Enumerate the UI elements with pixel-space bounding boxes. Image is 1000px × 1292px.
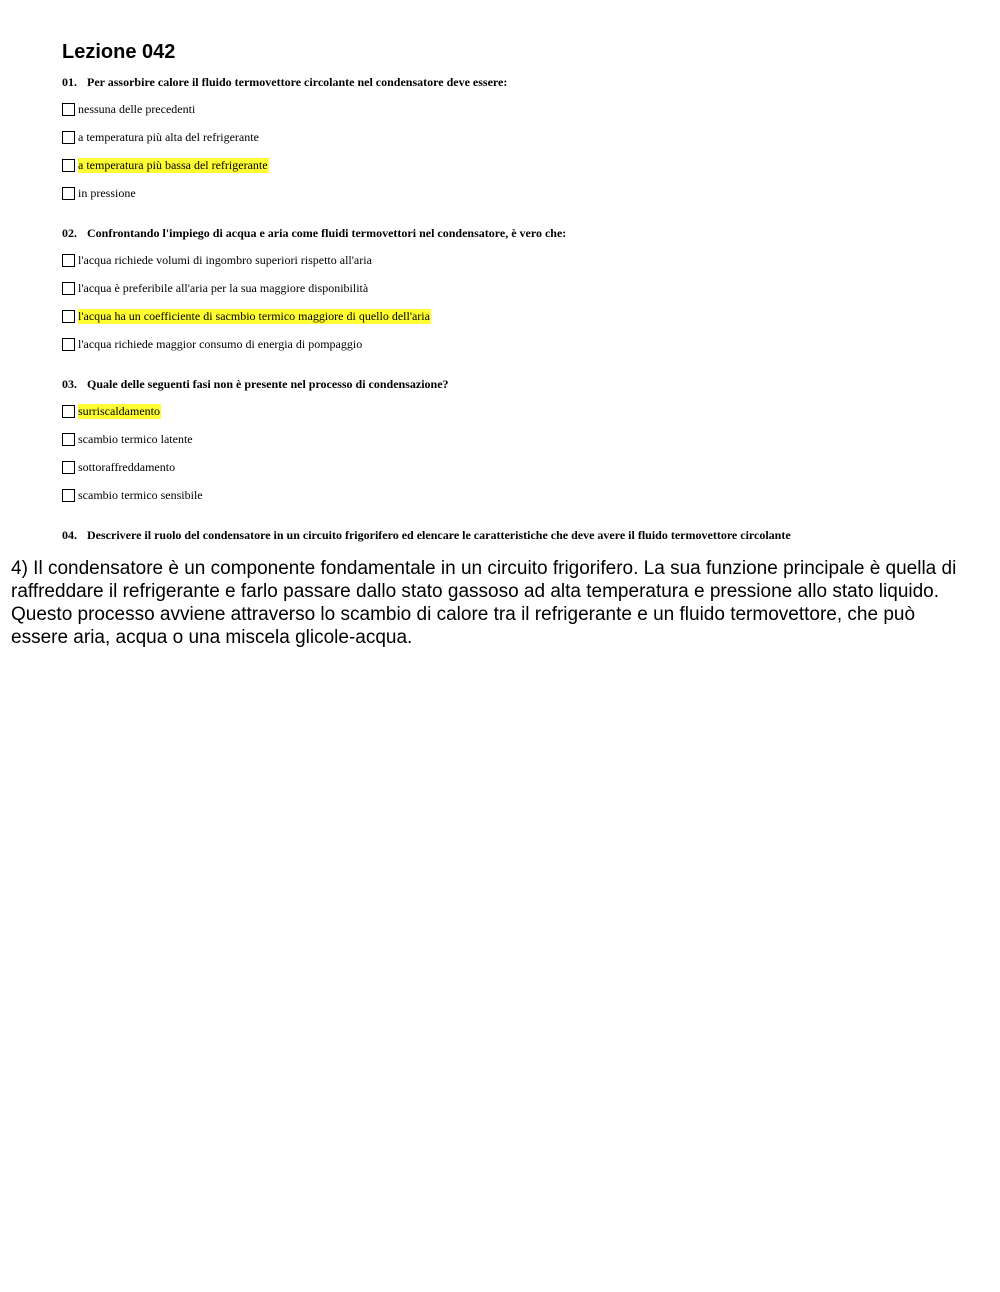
checkbox[interactable] [62,131,75,144]
options-list [62,100,962,202]
option[interactable] [62,100,962,118]
question-number: 03. [62,377,77,391]
option-label: scambio termico latente [78,431,193,446]
question-text: Descrivere il ruolo del condensatore in un circuito frigorifero ed elencare le caratteristiche che deve avere il fluido termovettore circolante [87,528,791,542]
option-label-correct: a temperatura più bassa del refrigerante [78,157,268,172]
question-01 [62,74,962,212]
checkbox[interactable] [62,489,75,502]
checkbox[interactable] [62,159,75,172]
option-label-correct: surriscaldamento [78,403,160,418]
checkbox[interactable] [62,405,75,418]
option-label: l'acqua è preferibile all'aria per la sua maggiore disponibilità [78,280,369,295]
option[interactable] [62,128,962,146]
option[interactable] [62,486,962,504]
question-number: 04. [62,528,77,542]
checkbox[interactable] [62,103,75,116]
question-number: 01. [62,75,77,89]
option[interactable] [62,279,962,297]
option-label: l'acqua richiede maggior consumo di energia di pompaggio [78,336,363,351]
option[interactable] [62,402,962,420]
question-title [62,376,962,392]
checkbox[interactable] [62,338,75,351]
question-title [62,74,962,90]
checkbox[interactable] [62,461,75,474]
option-label: in pressione [78,185,136,200]
question-number: 02. [62,226,77,240]
question-title [62,527,962,543]
option-label: scambio termico sensibile [78,487,203,502]
question-02 [62,225,962,363]
question-04 [62,527,962,543]
options-list [62,251,962,353]
question-03 [62,376,962,514]
option[interactable] [62,430,962,448]
question-text: Quale delle seguenti fasi non è presente nel processo di condensazione? [87,377,449,391]
option-label: nessuna delle precedenti [78,101,196,116]
question-text: Per assorbire calore il fluido termovettore circolante nel condensatore deve essere: [87,75,508,89]
option-label: sottoraffreddamento [78,459,176,474]
checkbox[interactable] [62,433,75,446]
option[interactable] [62,251,962,269]
question-title [62,225,962,241]
checkbox[interactable] [62,187,75,200]
option[interactable] [62,335,962,353]
option[interactable] [62,458,962,476]
answer-text: 4) Il condensatore è un componente fondamentale in un circuito frigorifero. La sua funzione principale è quella di raffreddare il refrigerante e farlo passare dallo stato gassoso ad alta temperatura e pressione allo stato liquido. Questo processo avviene attraverso lo scambio di calore tra il refrigerante e un fluido termovettore, che può essere aria, acqua o una miscela glicole-acqua. [11,558,957,648]
question-text: Confrontando l'impiego di acqua e aria come fluidi termovettori nel condensatore, è vero che: [87,226,567,240]
lesson-title: Lezione 042 [62,41,176,63]
checkbox[interactable] [62,254,75,267]
checkbox[interactable] [62,310,75,323]
options-list [62,402,962,504]
option-label-correct: l'acqua ha un coefficiente di sacmbio termico maggiore di quello dell'aria [78,308,430,323]
option[interactable] [62,184,962,202]
option[interactable] [62,156,962,174]
option-label: l'acqua richiede volumi di ingombro superiori rispetto all'aria [78,252,372,267]
option[interactable] [62,307,962,325]
option-label: a temperatura più alta del refrigerante [78,129,259,144]
checkbox[interactable] [62,282,75,295]
